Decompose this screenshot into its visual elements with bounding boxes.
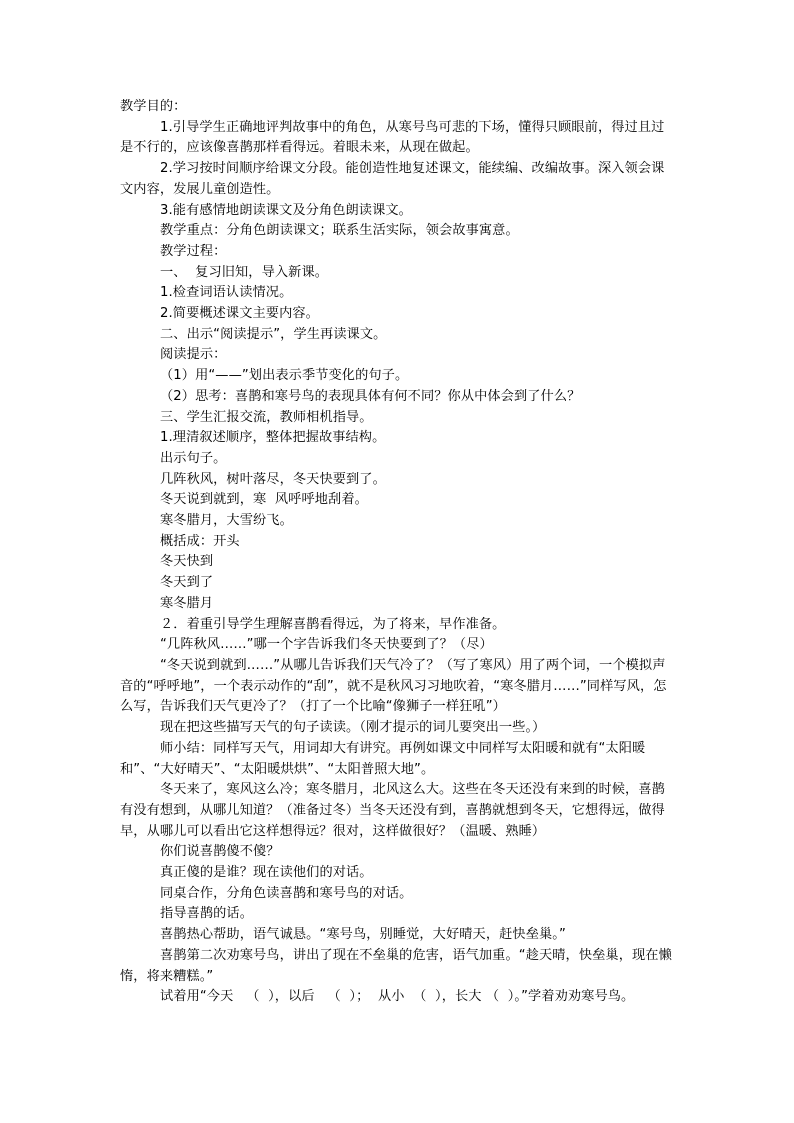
- tip-2: （2）思考：喜鹊和寒号鸟的表现具体有何不同？你从中体会到了什么？: [160, 388, 581, 404]
- objectives-heading: 教学目的：: [120, 99, 187, 114]
- step-1-b: 2.简要概述课文主要内容。: [160, 306, 319, 322]
- question-3: 现在把这些描写天气的句子读读。（刚才提示的词儿要突出一些。）: [160, 720, 546, 736]
- step-2: 二、出示“阅读提示”，学生再读课文。: [160, 326, 387, 342]
- objective-1: 1.引导学生正确地评判故事中的角色，从寒号鸟可悲的下场，懂得只顾眼前，得过且过是不行的，应该像喜鹊那样看得远。着眼未来，从现在做起。: [120, 119, 665, 156]
- magpie-first: 喜鹊热心帮助，语气诚恳。“寒号鸟，别睡觉，大好晴天，赶快垒巢。”: [160, 927, 566, 943]
- teacher-summary: 师小结：同样写天气，用词却大有讲究。再例如课文中同样写太阳暖和就有“太阳暖和”、“大好晴天”、“太阳暖烘烘”、“太阳普照大地”。: [120, 740, 646, 777]
- step-3-2: ２．着重引导学生理解喜鹊看得远，为了将来，早作准备。: [160, 616, 506, 632]
- summary-2: 冬天到了: [160, 575, 214, 591]
- step-1: 一、 复习旧知，导入新课。: [160, 264, 329, 280]
- process-heading: 教学过程：: [160, 243, 227, 259]
- step-1-a: 1.检查词语认读情况。: [160, 285, 293, 301]
- magpie-second: 喜鹊第二次劝寒号鸟，讲出了现在不垒巢的危害，语气加重。“趁天晴，快垒巢，现在懒惰，将来糟糕。”: [120, 947, 672, 984]
- key-points: 教学重点：分角色朗读课文；联系生活实际，领会故事寓意。: [160, 223, 519, 239]
- question-1: “几阵秋风……”哪一个字告诉我们冬天快要到了？（尽）: [160, 637, 493, 653]
- sentence-3: 寒冬腊月，大雪纷飞。: [160, 513, 293, 529]
- show-sentences: 出示句子。: [160, 450, 227, 466]
- question-2: “冬天说到就到……”从哪儿告诉我们天气冷了？（写了寒风）用了两个词，一个模拟声音的“呼呼地”，一个表示动作的“刮”，就不是秋风习习地吹着，“寒冬腊月……”同样写风，怎么写，告诉我们天气更冷了？（打了一个比喻“像狮子一样狂吼”）: [120, 657, 667, 715]
- reading-tips-label: 阅读提示：: [160, 347, 227, 363]
- document-page: [120, 97, 676, 1008]
- guide-magpie: 指导喜鹊的话。: [160, 906, 254, 922]
- step-3-1: 1.理清叙述顺序，整体把握故事结构。: [160, 430, 386, 446]
- pair-reading: 同桌合作，分角色读喜鹊和寒号鸟的对话。: [160, 885, 413, 901]
- summary-1: 冬天快到: [160, 554, 214, 570]
- silly-question: 你们说喜鹊傻不傻？: [160, 844, 280, 860]
- objective-2: 2.学习按时间顺序给课文分段。能创造性地复述课文，能续编、改编故事。深入领会课文内容，发展儿童创造性。: [120, 161, 665, 197]
- try-sentence: 试着用“今天 （ ），以后 （ ）； 从小 （ ），长大 （ ）。”学着劝劝寒号鸟。: [160, 989, 635, 1005]
- step-3: 三、学生汇报交流，教师相机指导。: [160, 409, 373, 425]
- sentence-2: 冬天说到就到，寒 风呼呼地刮着。: [160, 492, 368, 508]
- sentence-1: 几阵秋风，树叶落尽，冬天快要到了。: [160, 471, 386, 487]
- objective-3: 3.能有感情地朗读课文及分角色朗读课文。: [160, 202, 412, 218]
- tip-1: （1）用“——”划出表示季节变化的句子。: [160, 368, 409, 384]
- summary-3: 寒冬腊月: [160, 595, 214, 611]
- summary-label: 概括成：开头: [160, 533, 240, 549]
- winter-paragraph: 冬天来了，寒风这么冷；寒冬腊月，北风这么大。这些在冬天还没有来到的时候，喜鹊有没有想到，从哪儿知道？（准备过冬）当冬天还没有到，喜鹊就想到冬天，它想得远，做得早，从哪儿可以看出它这样想得远？很对，这样做很好？（温暖、熟睡）: [120, 782, 665, 839]
- real-silly: 真正傻的是谁？现在读他们的对话。: [160, 865, 373, 881]
